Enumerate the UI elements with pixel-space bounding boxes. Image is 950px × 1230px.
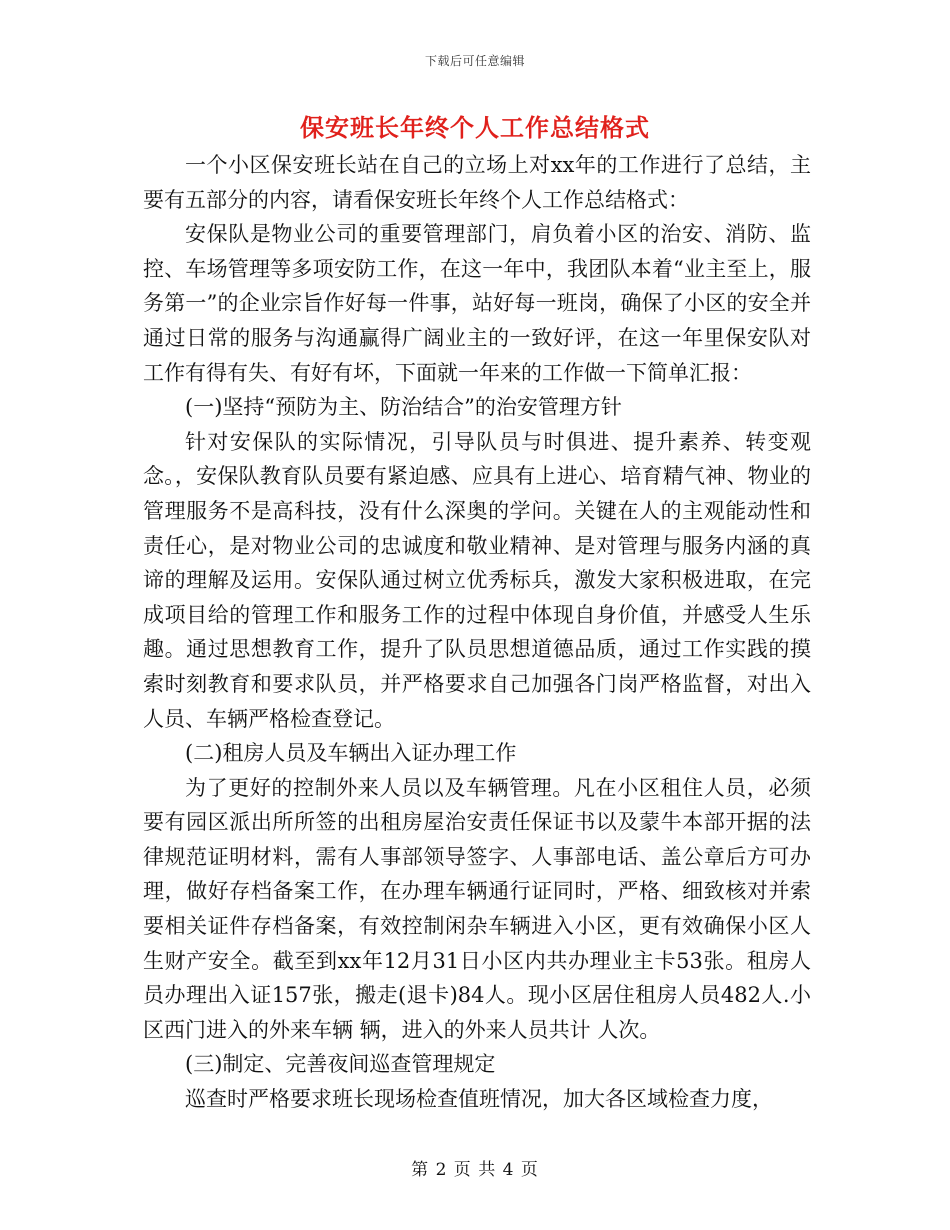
paragraph-overview: 安保队是物业公司的重要管理部门，肩负着小区的治安、消防、监控、车场管理等多项安防工作，在这一年中，我团队本着“业主至上，服务第一”的企业宗旨作好每一件事，站好每一班岗，确保了小区的安全并通过日常的服务与沟通赢得广阔业主的一致好评，在这一年里保安队对工作有得有失、有好有坏，下面就一年来的工作做一下简单汇报： <box>143 222 811 385</box>
document-title: 保安班长年终个人工作总结格式 <box>300 113 650 142</box>
document-body <box>143 148 811 1117</box>
section-heading-1: (一)坚持“预防为主、防治结合”的治安管理方针 <box>185 395 622 420</box>
paragraph-section-1: 针对安保队的实际情况，引导队员与时俱进、提升素养、转变观念。，安保队教育队员要有紧迫感、应具有上进心、培育精气神、物业的管理服务不是高科技，没有什么深奥的学问。关键在人的主观能动性和责任心，是对物业公司的忠诚度和敬业精神、是对管理与服务内涵的真谛的理解及运用。安保队通过树立优秀标兵，激发大家积极进取，在完成项目给的管理工作和服务工作的过程中体现自身价值，并感受人生乐趣。通过思想教育工作，提升了队员思想道德品质，通过工作实践的摸索时刻教育和要求队员，并严格要求自己加强各门岗严格监督，对出入人员、车辆严格检查登记。 <box>143 429 811 731</box>
page-header-note: 下载后可任意编辑 <box>424 54 525 68</box>
page-number-footer: 第 2 页 共 4 页 <box>411 1160 539 1180</box>
paragraph-intro: 一个小区保安班长站在自己的立场上对xx年的工作进行了总结，主要有五部分的内容，请看保安班长年终个人工作总结格式： <box>143 153 811 212</box>
section-heading-2: (二)租房人员及车辆出入证办理工作 <box>185 741 517 766</box>
paragraph-section-3: 巡查时严格要求班长现场检查值班情况，加大各区域检查力度， <box>185 1087 773 1112</box>
paragraph-section-2: 为了更好的控制外来人员以及车辆管理。凡在小区租住人员，必须要有园区派出所所签的出租房屋治安责任保证书以及蒙牛本部开据的法律规范证明材料，需有人事部领导签字、人事部电话、盖公章后方可办理，做好存档备案工作，在办理车辆通行证同时，严格、细致核对并索要相关证件存档备案，有效控制闲杂车辆进入小区，更有效确保小区人生财产安全。截至到xx年12月31日小区内共办理业主卡53张。租房人员办理出入证157张，搬走(退卡)84人。现小区居住租房人员482人.小区西门进入的外来车辆 辆，进入的外来人员共计 人次。 <box>143 775 811 1042</box>
section-heading-3: (三)制定、完善夜间巡查管理规定 <box>185 1052 496 1077</box>
